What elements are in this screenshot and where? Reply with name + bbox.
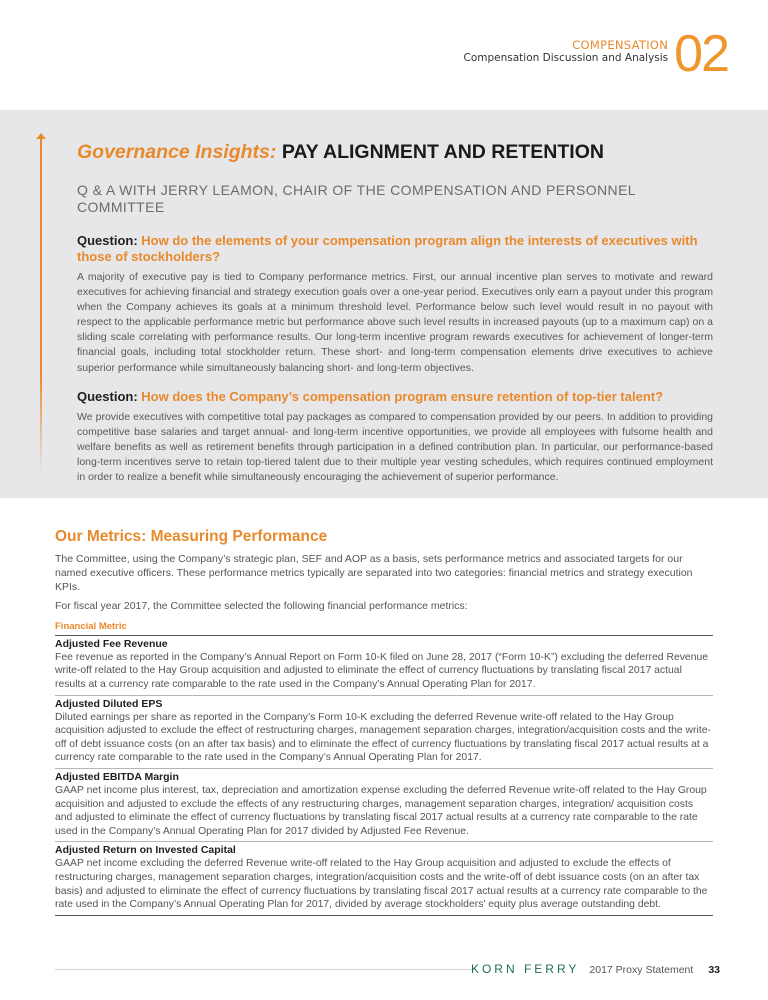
table-row <box>55 636 713 696</box>
metric-name: Adjusted Fee Revenue <box>55 637 168 650</box>
question-text: How does the Company’s compensation program ensure retention of top-tier talent? <box>141 388 664 404</box>
question-1 <box>77 233 713 265</box>
page-footer <box>471 962 720 976</box>
answer-1: A majority of executive pay is tied to Company performance metrics. First, our annual incentive plan serves to motivate and reward executives for achieving financial and strategy execution goals over a one-year period. Executives only earn a payout under this program when the Company achieves its goals at a minimum threshold level. Performance below such level would result in no payout with respect to the applicable performance metric but performance above such level results in increased payouts (up to a maximum cap) on a sliding scale correlating with performance results. Our long-term incentive program rewards executives for achievement of longer-term financial goals, including total stockholder return. These short- and long-term compensation elements drive executives to achieve superior performance while simultaneously balancing short- and long-term objectives. <box>77 271 713 374</box>
question-label: Question: <box>77 233 138 248</box>
metrics-intro: The Committee, using the Company’s strategic plan, SEF and AOP as a basis, sets performance metrics and associated targets for our named executive officers. These performance metrics typically are separated into two categories: financial metrics and strategy execution KPIs. <box>55 553 693 594</box>
question-label: Question: <box>77 388 138 404</box>
insight-title <box>77 140 713 164</box>
financial-metric-table <box>55 621 713 916</box>
page-header <box>463 25 729 83</box>
metric-description: Diluted earnings per share as reported in the Company’s Form 10-K excluding the deferred Revenue write-off related to the Hay Group acquisition adjusted to exclude the effect of restructuring charges, management separation charges, integration/acquisition costs and the write-off of debt issuance costs (on an after tax basis) and to eliminate the effect of currency fluctuations by translating fiscal 2017 actual results at a currency rate comparable to the rate used in the Company’s Annual Operating Plan for 2017. <box>55 711 711 764</box>
answer-2: We provide executives with competitive total pay packages as compared to compensation provided by our peers. In addition to providing competitive base salaries and target annual- and long-term incentive opportunities, we provide all employees with fulsome health and welfare benefits as well as retirement benefits through participation in a defined contribution plan. In particular, our performance-based long-term incentives serve to retain top-tiered talent due to their multiple year vesting schedules, which requires continued employment in order to realize a benefit while simultaneously encouraging the achievement of superior performance. <box>77 410 713 484</box>
section-subtitle: Compensation Discussion and Analysis <box>463 52 669 64</box>
metric-description: Fee revenue as reported in the Company’s Annual Report on Form 10-K filed on June 28, 2017 (“Form 10-K”) excluding the deferred Revenue write-off related to the Hay Group acquisition and adjusted to eliminate the effect of currency fluctuations by translating fiscal 2017 actual results at a currency rate comparable to the rate used in the Company’s Annual Operating Plan for 2017. <box>55 651 709 690</box>
insight-title-main: PAY ALIGNMENT AND RETENTION <box>281 141 604 163</box>
metric-name: Adjusted EBITDA Margin <box>55 770 179 783</box>
metric-description: GAAP net income plus interest, tax, depreciation and amortization expense excluding the deferred Revenue write-off related to the Hay Group acquisition and adjusted to exclude the effects of any restructuring charges, management separation charges, integration/ acquisition costs and adjusted to eliminate the effect of currency fluctuations by translating fiscal 2017 actual results at a currency rate comparable to the rate used in the Company’s Annual Operating Plan for 2017 divided by Adjusted Fee Revenue. <box>55 784 707 837</box>
footer-divider <box>55 969 475 970</box>
insight-title-emphasis: Governance Insights: <box>77 141 277 163</box>
question-text: How do the elements of your compensation program align the interests of executives with those of stockholders? <box>77 233 698 264</box>
table-row <box>55 842 713 915</box>
metrics-section <box>55 527 713 916</box>
metric-description: GAAP net income excluding the deferred Revenue write-off related to the Hay Group acquisition and adjusted to exclude the effects of restructuring charges, management separation charges, integration/acquisition costs and the write-off of debt issuance costs (on an after tax basis) and adjusted to eliminate the effect of currency fluctuations by translating fiscal 2017 actual results at a currency rate comparable to the rate used in the Company’s Annual Operating Plan for 2017, divided by average stockholders’ equity plus average outstanding debt. <box>55 858 708 911</box>
question-2 <box>77 389 713 405</box>
document-name: 2017 Proxy Statement <box>589 964 694 976</box>
arrow-line-decoration <box>40 134 42 474</box>
header-text <box>464 39 669 65</box>
table-row <box>55 696 713 769</box>
qa-heading: Q & A WITH JERRY LEAMON, CHAIR OF THE COMPENSATION AND PERSONNEL COMMITTEE <box>77 182 636 215</box>
metrics-title: Our Metrics: Measuring Performance <box>55 528 328 545</box>
table-header: Financial Metric <box>55 621 713 636</box>
table-row <box>55 769 713 842</box>
page-number: 33 <box>708 964 720 976</box>
metric-name: Adjusted Diluted EPS <box>55 697 163 710</box>
section-label: COMPENSATION <box>572 38 669 52</box>
governance-insights-content <box>77 140 713 485</box>
metric-name: Adjusted Return on Invested Capital <box>55 844 236 857</box>
metrics-intro-fiscal: For fiscal year 2017, the Committee selected the following financial performance metrics: <box>55 599 468 612</box>
chapter-number: 02 <box>674 25 728 83</box>
brand-logo: KORN FERRY <box>470 962 580 976</box>
